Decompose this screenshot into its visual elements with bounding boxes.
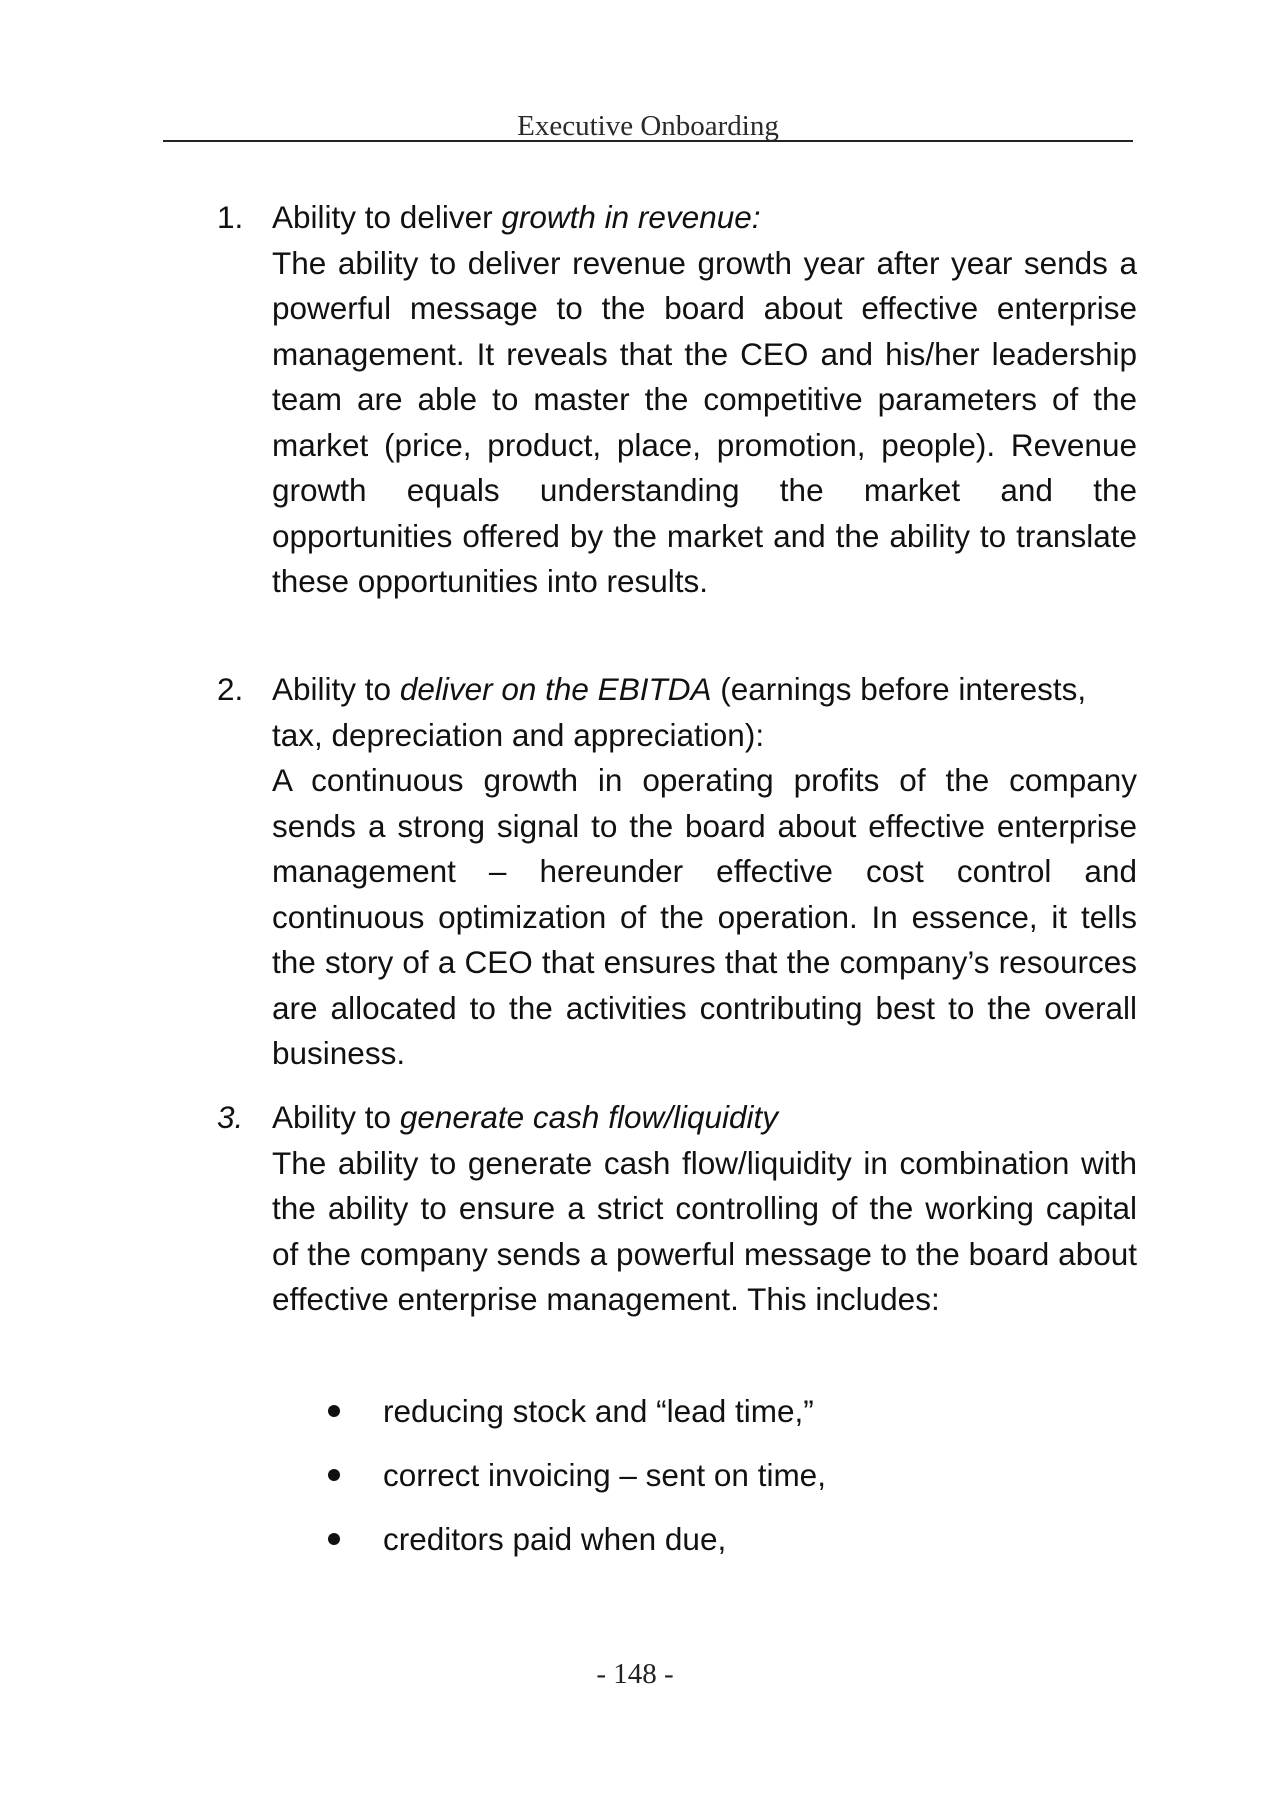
heading-suffix: (earnings before interests, tax, depreciation and appreciation): bbox=[272, 671, 1087, 753]
header-rule bbox=[163, 140, 1133, 142]
list-item-3 bbox=[217, 1095, 1137, 1323]
list-item-1 bbox=[217, 195, 1137, 605]
list-item-number: 2. bbox=[217, 671, 244, 707]
list-item-2 bbox=[217, 667, 1137, 1077]
bullet-text: creditors paid when due, bbox=[383, 1521, 727, 1557]
bullet-text: reducing stock and “lead time,” bbox=[383, 1393, 814, 1429]
bullet-dot-icon bbox=[328, 1469, 340, 1481]
list-item-heading bbox=[272, 195, 1137, 241]
bullet-dot-icon bbox=[328, 1405, 340, 1417]
list-item-body: A continuous growth in operating profits of the company sends a strong signal to the board about effective enterprise management – hereunder effective cost control and continuous optimization of the operation. In essence, it tells the story of a CEO that ensures that the company’s resources are allocated to the activities contributing best to the overall business. bbox=[272, 762, 1137, 1071]
heading-emphasis: growth in revenue: bbox=[501, 199, 761, 235]
list-item-number: 1. bbox=[217, 199, 244, 235]
heading-emphasis: generate cash flow/liquidity bbox=[399, 1099, 779, 1135]
bullet-text: correct invoicing – sent on time, bbox=[383, 1457, 826, 1493]
page-number: - 148 - bbox=[596, 1658, 674, 1690]
list-item-body: The ability to deliver revenue growth year after year sends a powerful message to the board about effective enterprise management. It reveals that the CEO and his/her leadership team are able to master the competitive parameters of the market (price, product, place, promotion, people). Revenue growth equals understanding the market and the opportunities offered by the market and the ability to translate these opportunities into results. bbox=[272, 244, 1137, 599]
list-item-heading bbox=[272, 667, 1137, 758]
heading-emphasis: deliver on the EBITDA bbox=[399, 671, 712, 707]
heading-prefix: Ability to bbox=[272, 671, 400, 707]
heading-prefix: Ability to deliver bbox=[272, 199, 502, 235]
list-item-heading bbox=[272, 1095, 1137, 1141]
list-item-body: The ability to generate cash flow/liquidity in combination with the ability to ensure a strict controlling of the working capital of the company sends a powerful message to the board about effective enterprise management. This includes: bbox=[272, 1144, 1137, 1317]
list-item-number: 3. bbox=[217, 1099, 244, 1135]
running-head-title: Executive Onboarding bbox=[517, 110, 779, 142]
heading-prefix: Ability to bbox=[272, 1099, 400, 1135]
bullet-dot-icon bbox=[328, 1533, 340, 1545]
